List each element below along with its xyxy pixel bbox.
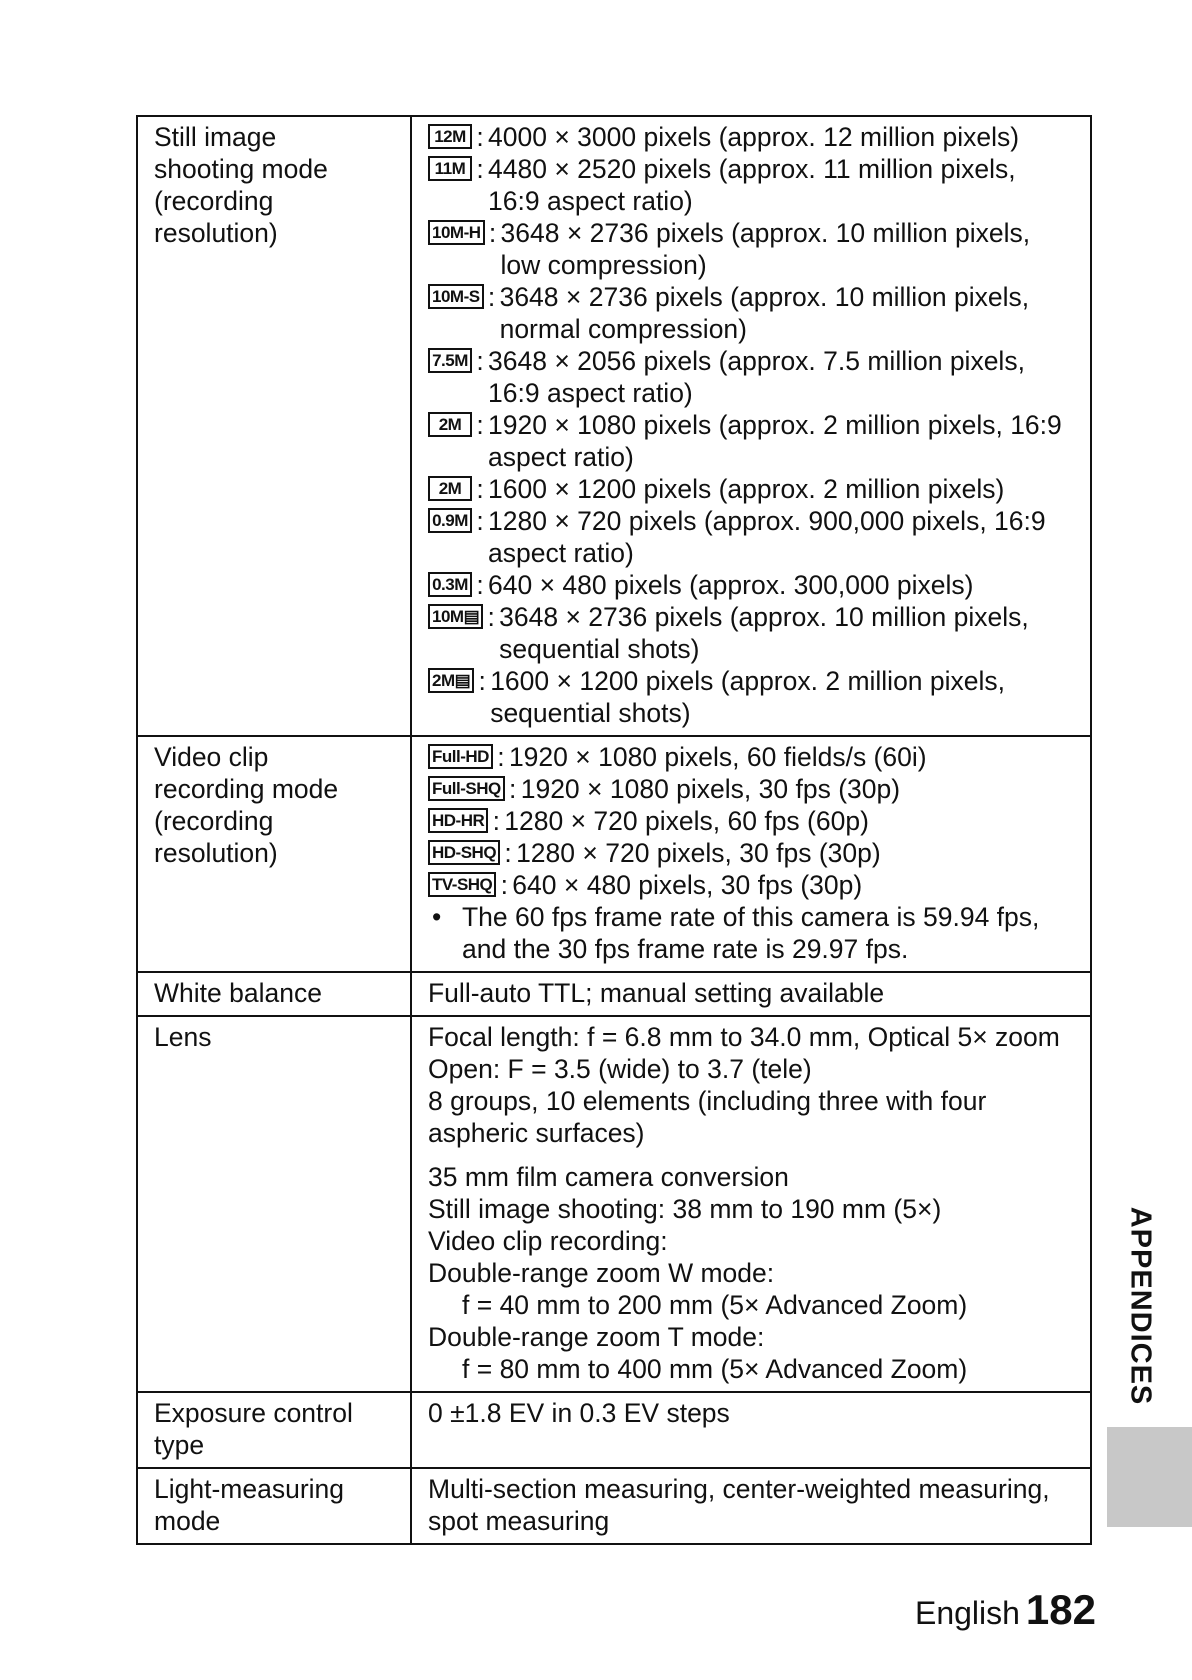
spec-table bbox=[136, 115, 1092, 1545]
video-mode-entry: HD-HR : 1280 × 720 pixels, 60 fps (60p) bbox=[428, 805, 1074, 837]
label-line: Still image bbox=[154, 122, 277, 152]
lens-focal-length: Focal length: f = 6.8 mm to 34.0 mm, Optical 5× zoom bbox=[428, 1022, 1060, 1052]
video-mode-text: 1920 × 1080 pixels, 60 fields/s (60i) bbox=[508, 742, 927, 772]
label-line: (recording bbox=[154, 806, 274, 836]
lens-w-mode: Double-range zoom W mode: bbox=[428, 1258, 775, 1288]
lens-t-value: f = 80 mm to 400 mm (5× Advanced Zoom) bbox=[462, 1354, 968, 1384]
label-line: mode bbox=[154, 1506, 221, 1536]
row-white-balance bbox=[137, 972, 1091, 1016]
label-line: (recording bbox=[154, 186, 274, 216]
footer-language: English bbox=[914, 1595, 1020, 1631]
resolution-entry: 10M▤ : 3648 × 2736 pixels (approx. 10 million pixels, sequential shots) bbox=[428, 601, 1074, 665]
video-full-hd-icon: Full-HD bbox=[428, 744, 493, 769]
section-tab-block bbox=[1107, 1427, 1192, 1527]
resolution-entry: 2M : 1920 × 1080 pixels (approx. 2 million pixels, 16:9 aspect ratio) bbox=[428, 409, 1074, 473]
video-mode-text: 1280 × 720 pixels, 30 fps (30p) bbox=[516, 838, 881, 868]
label-line: Video clip bbox=[154, 742, 269, 772]
appendices-tab bbox=[1110, 1200, 1170, 1412]
resolution-10m-s-icon: 10M-S bbox=[428, 284, 484, 309]
lens-still: Still image shooting: 38 mm to 190 mm (5×) bbox=[428, 1194, 942, 1224]
lens-video: Video clip recording: bbox=[428, 1226, 668, 1256]
row-lens bbox=[137, 1016, 1091, 1392]
video-mode-entry: Full-HD : 1920 × 1080 pixels, 60 fields/s (60i) bbox=[428, 741, 1074, 773]
light-measuring-label bbox=[137, 1468, 411, 1544]
lens-t-mode: Double-range zoom T mode: bbox=[428, 1322, 765, 1352]
resolution-text: 1280 × 720 pixels (approx. 900,000 pixels, 16:9 aspect ratio) bbox=[488, 506, 1046, 568]
resolution-text: 3648 × 2056 pixels (approx. 7.5 million pixels, 16:9 aspect ratio) bbox=[488, 346, 1025, 408]
resolution-12m-icon: 12M bbox=[428, 124, 472, 149]
lens-groups: 8 groups, 10 elements (including three with four aspheric surfaces) bbox=[428, 1086, 987, 1148]
still-image-values bbox=[411, 116, 1091, 736]
row-still-image bbox=[137, 116, 1091, 736]
still-image-label bbox=[137, 116, 411, 736]
video-tv-shq-icon: TV-SHQ bbox=[428, 872, 496, 897]
video-hd-shq-icon: HD-SHQ bbox=[428, 840, 500, 865]
label-line: Exposure control bbox=[154, 1398, 353, 1428]
resolution-text: 4480 × 2520 pixels (approx. 11 million pixels, 16:9 aspect ratio) bbox=[488, 154, 1016, 216]
label-line: Light-measuring bbox=[154, 1474, 345, 1504]
resolution-entry: 7.5M : 3648 × 2056 pixels (approx. 7.5 million pixels, 16:9 aspect ratio) bbox=[428, 345, 1074, 409]
appendices-tab-label: APPENDICES bbox=[1124, 1206, 1157, 1406]
resolution-entry: 0.9M : 1280 × 720 pixels (approx. 900,000 pixels, 16:9 aspect ratio) bbox=[428, 505, 1074, 569]
resolution-0-3m-icon: 0.3M bbox=[428, 572, 472, 597]
video-clip-values bbox=[411, 736, 1091, 972]
label-line: type bbox=[154, 1430, 205, 1460]
resolution-entry: 2M▤ : 1600 × 1200 pixels (approx. 2 million pixels, sequential shots) bbox=[428, 665, 1074, 729]
video-mode-entry: TV-SHQ : 640 × 480 pixels, 30 fps (30p) bbox=[428, 869, 1074, 901]
resolution-entry: 10M-H : 3648 × 2736 pixels (approx. 10 million pixels, low compression) bbox=[428, 217, 1074, 281]
video-mode-text: 1280 × 720 pixels, 60 fps (60p) bbox=[504, 806, 869, 836]
label-line: recording mode bbox=[154, 774, 339, 804]
lens-conversion: 35 mm film camera conversion bbox=[428, 1162, 789, 1192]
label-line: shooting mode bbox=[154, 154, 328, 184]
exposure-value: 0 ±1.8 EV in 0.3 EV steps bbox=[411, 1392, 1091, 1468]
video-mode-text: 1920 × 1080 pixels, 30 fps (30p) bbox=[520, 774, 901, 804]
exposure-label bbox=[137, 1392, 411, 1468]
resolution-10m-h-icon: 10M-H bbox=[428, 220, 485, 245]
resolution-2m-icon: 2M bbox=[428, 476, 472, 501]
resolution-2m-wide-icon: 2M bbox=[428, 412, 472, 437]
resolution-entry: 10M-S : 3648 × 2736 pixels (approx. 10 million pixels, normal compression) bbox=[428, 281, 1074, 345]
lens-w-value: f = 40 mm to 200 mm (5× Advanced Zoom) bbox=[462, 1290, 968, 1320]
white-balance-label: White balance bbox=[137, 972, 411, 1016]
label-line: resolution) bbox=[154, 218, 278, 248]
resolution-10m-sequential-icon: 10M▤ bbox=[428, 604, 483, 629]
video-hd-hr-icon: HD-HR bbox=[428, 808, 488, 833]
resolution-entry: 0.3M : 640 × 480 pixels (approx. 300,000 pixels) bbox=[428, 569, 1074, 601]
video-full-shq-icon: Full-SHQ bbox=[428, 776, 505, 801]
resolution-text: 3648 × 2736 pixels (approx. 10 million pixels, normal compression) bbox=[499, 282, 1030, 344]
resolution-text: 1600 × 1200 pixels (approx. 2 million pixels) bbox=[488, 474, 1005, 504]
resolution-text: 4000 × 3000 pixels (approx. 12 million pixels) bbox=[488, 122, 1020, 152]
label-line: resolution) bbox=[154, 838, 278, 868]
resolution-entry: 2M : 1600 × 1200 pixels (approx. 2 million pixels) bbox=[428, 473, 1074, 505]
video-clip-label bbox=[137, 736, 411, 972]
resolution-text: 3648 × 2736 pixels (approx. 10 million pixels, sequential shots) bbox=[499, 602, 1029, 664]
page-number: 182 bbox=[1025, 1586, 1096, 1633]
resolution-text: 1920 × 1080 pixels (approx. 2 million pixels, 16:9 aspect ratio) bbox=[488, 410, 1062, 472]
resolution-11m-icon: 11M bbox=[428, 156, 472, 181]
white-balance-value: Full-auto TTL; manual setting available bbox=[411, 972, 1091, 1016]
row-exposure bbox=[137, 1392, 1091, 1468]
bullet-icon: • bbox=[432, 902, 442, 932]
resolution-text: 3648 × 2736 pixels (approx. 10 million pixels, low compression) bbox=[500, 218, 1031, 280]
lens-open: Open: F = 3.5 (wide) to 3.7 (tele) bbox=[428, 1054, 812, 1084]
row-light-measuring bbox=[137, 1468, 1091, 1544]
resolution-2m-sequential-icon: 2M▤ bbox=[428, 668, 474, 693]
frame-rate-note-text: The 60 fps frame rate of this camera is 59.94 fps, and the 30 fps frame rate is 29.97 fps. bbox=[462, 902, 1040, 964]
resolution-0-9m-icon: 0.9M bbox=[428, 508, 472, 533]
video-mode-text: 640 × 480 pixels, 30 fps (30p) bbox=[512, 870, 863, 900]
light-measuring-value: Multi-section measuring, center-weighted measuring, spot measuring bbox=[411, 1468, 1091, 1544]
resolution-entry: 12M : 4000 × 3000 pixels (approx. 12 million pixels) bbox=[428, 121, 1074, 153]
resolution-entry: 11M : 4480 × 2520 pixels (approx. 11 million pixels, 16:9 aspect ratio) bbox=[428, 153, 1074, 217]
row-video-clip bbox=[137, 736, 1091, 972]
frame-rate-note bbox=[428, 901, 1074, 965]
lens-values bbox=[411, 1016, 1091, 1392]
resolution-7-5m-icon: 7.5M bbox=[428, 348, 472, 373]
video-mode-entry: Full-SHQ : 1920 × 1080 pixels, 30 fps (30p) bbox=[428, 773, 1074, 805]
resolution-text: 640 × 480 pixels (approx. 300,000 pixels) bbox=[488, 570, 974, 600]
page-footer bbox=[915, 1586, 1096, 1634]
resolution-text: 1600 × 1200 pixels (approx. 2 million pixels, sequential shots) bbox=[490, 666, 1006, 728]
video-mode-entry: HD-SHQ : 1280 × 720 pixels, 30 fps (30p) bbox=[428, 837, 1074, 869]
lens-label: Lens bbox=[137, 1016, 411, 1392]
